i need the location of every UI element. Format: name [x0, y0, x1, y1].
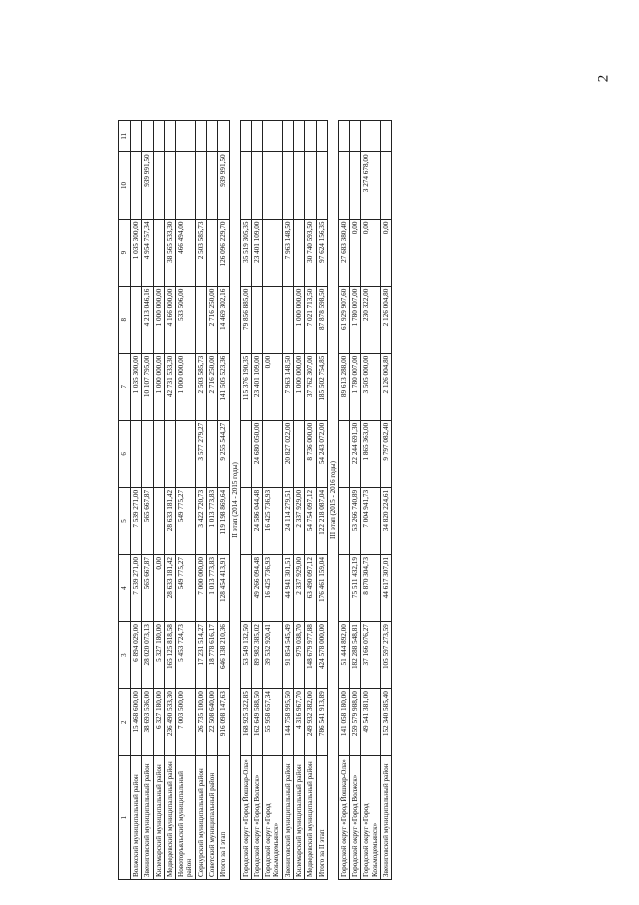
amount-cell [338, 487, 349, 554]
amount-cell: 75 511 432,19 [350, 555, 361, 622]
amount-cell: 4 166 000,00 [164, 286, 175, 353]
amount-cell [153, 219, 164, 286]
amount-cell: 24 114 279,51 [282, 487, 293, 554]
amount-cell [338, 555, 349, 622]
rotated-table-container [118, 120, 588, 880]
amount-cell: 141 058 180,00 [338, 689, 349, 756]
table-row [361, 121, 381, 880]
amount-cell: 54 754 097,12 [305, 487, 316, 554]
amount-cell: 37 762 307,00 [305, 353, 316, 420]
amount-cell [131, 286, 142, 353]
amount-cell [305, 121, 316, 152]
amount-cell [153, 487, 164, 554]
table-row [338, 121, 349, 880]
amount-cell: 23 401 109,00 [251, 353, 262, 420]
amount-cell: 148 679 977,88 [305, 622, 316, 689]
municipality-cell: Звениговский муниципальный район [282, 756, 293, 880]
table-row [293, 121, 304, 880]
amount-cell [206, 219, 217, 286]
column-number: 6 [119, 420, 131, 487]
amount-cell [251, 121, 262, 152]
amount-cell [240, 420, 251, 487]
stage-header-row [229, 121, 240, 880]
column-number: 5 [119, 487, 131, 554]
amount-cell: 939 991,50 [218, 152, 229, 219]
amount-cell: 1 000 000,00 [153, 353, 164, 420]
amount-cell: 565 667,87 [142, 555, 153, 622]
amount-cell: 3 422 720,73 [195, 487, 206, 554]
amount-cell: 49 266 094,48 [251, 555, 262, 622]
amount-cell: 0,00 [381, 219, 392, 286]
amount-cell: 1 035 300,00 [131, 353, 142, 420]
amount-cell: 38 693 536,00 [142, 689, 153, 756]
amount-cell [176, 152, 196, 219]
amount-cell: 141 505 523,36 [218, 353, 229, 420]
amount-cell: 22 508 640,00 [206, 689, 217, 756]
amount-cell [350, 152, 361, 219]
amount-cell: 2 126 004,80 [381, 286, 392, 353]
amount-cell: 1 780 007,00 [350, 353, 361, 420]
amount-cell: 18 778 616,17 [206, 622, 217, 689]
table-row [305, 121, 316, 880]
stage-header-row [327, 121, 338, 880]
amount-cell [282, 286, 293, 353]
amount-cell: 44 617 307,01 [381, 555, 392, 622]
amount-cell: 1 000 000,00 [153, 286, 164, 353]
amount-cell [195, 152, 206, 219]
amount-cell: 55 958 657,34 [263, 689, 283, 756]
amount-cell: 128 454 413,91 [218, 555, 229, 622]
amount-cell [153, 152, 164, 219]
amount-cell: 10 107 795,00 [142, 353, 153, 420]
table-row [153, 121, 164, 880]
amount-cell: 119 198 869,64 [218, 487, 229, 554]
amount-cell: 14 469 302,16 [218, 286, 229, 353]
amount-cell: 87 878 598,50 [316, 286, 327, 353]
amount-cell [195, 121, 206, 152]
amount-cell [263, 286, 283, 353]
amount-cell: 249 932 382,00 [305, 689, 316, 756]
amount-cell: 0,00 [153, 555, 164, 622]
amount-cell: 1 000 000,00 [176, 353, 196, 420]
column-number: 10 [119, 152, 131, 219]
amount-cell: 1 780 007,00 [350, 286, 361, 353]
municipality-cell: Городской округ «Город Йошкар-Ола» [338, 756, 349, 880]
amount-cell [131, 420, 142, 487]
column-number: 4 [119, 555, 131, 622]
amount-cell [263, 152, 283, 219]
amount-cell [218, 121, 229, 152]
amount-cell: 8 870 304,73 [361, 555, 381, 622]
column-number: 7 [119, 353, 131, 420]
amount-cell: 3 505 000,00 [361, 353, 381, 420]
amount-cell: 16 425 736,93 [263, 555, 283, 622]
amount-cell: 259 579 988,00 [350, 689, 361, 756]
table-row [195, 121, 206, 880]
amount-cell: 1 013 773,83 [206, 487, 217, 554]
amount-cell: 38 565 533,30 [164, 219, 175, 286]
table-row [206, 121, 217, 880]
amount-cell: 51 444 892,00 [338, 622, 349, 689]
amount-cell: 165 125 818,58 [164, 622, 175, 689]
amount-cell [142, 121, 153, 152]
page-number: 2 [595, 74, 612, 83]
amount-cell: 533 506,00 [176, 286, 196, 353]
amount-cell [316, 121, 327, 152]
column-number: 1 [119, 756, 131, 880]
amount-cell [153, 420, 164, 487]
amount-cell: 42 731 533,30 [164, 353, 175, 420]
amount-cell: 37 166 076,27 [361, 622, 381, 689]
amount-cell: 939 991,50 [142, 152, 153, 219]
column-number: 8 [119, 286, 131, 353]
amount-cell: 7 003 500,00 [176, 689, 196, 756]
amount-cell [164, 420, 175, 487]
amount-cell [282, 121, 293, 152]
table-row [176, 121, 196, 880]
municipality-cell: Итого за I этап [218, 756, 229, 880]
table-row [282, 121, 293, 880]
amount-cell: 182 288 548,81 [350, 622, 361, 689]
amount-cell: 4 316 967,70 [293, 689, 304, 756]
municipality-cell: Медведевский муниципальный район [305, 756, 316, 880]
municipality-cell: Городской округ «Город Волжск» [251, 756, 262, 880]
amount-cell: 4 213 046,16 [142, 286, 153, 353]
amount-cell: 15 468 600,00 [131, 689, 142, 756]
amount-cell: 1 035 300,00 [131, 219, 142, 286]
table-row [131, 121, 142, 880]
amount-cell [263, 219, 283, 286]
amount-cell: 176 461 159,04 [316, 555, 327, 622]
amount-cell: 2 503 585,73 [195, 353, 206, 420]
amount-cell: 1 000 000,00 [293, 286, 304, 353]
amount-cell: 53 549 132,50 [240, 622, 251, 689]
column-number: 3 [119, 622, 131, 689]
amount-cell: 2 503 585,73 [195, 219, 206, 286]
amount-cell: 549 775,27 [176, 555, 196, 622]
total-row [316, 121, 327, 880]
amount-cell [240, 152, 251, 219]
amount-cell: 0,00 [361, 219, 381, 286]
amount-cell: 9 797 082,40 [381, 420, 392, 487]
amount-cell [164, 121, 175, 152]
amount-cell: 20 827 022,00 [282, 420, 293, 487]
amount-cell: 230 322,00 [361, 286, 381, 353]
amount-cell: 26 735 100,00 [195, 689, 206, 756]
amount-cell [293, 152, 304, 219]
municipality-cell: Городской округ «Город Волжск» [350, 756, 361, 880]
amount-cell: 646 138 210,36 [218, 622, 229, 689]
amount-cell [131, 121, 142, 152]
amount-cell [305, 152, 316, 219]
amount-cell: 236 490 533,30 [164, 689, 175, 756]
amount-cell: 28 020 073,13 [142, 622, 153, 689]
amount-cell [240, 487, 251, 554]
amount-cell: 1 865 363,00 [361, 420, 381, 487]
amount-cell: 44 941 301,51 [282, 555, 293, 622]
amount-cell: 126 096 229,70 [218, 219, 229, 286]
amount-cell: 49 541 381,00 [361, 689, 381, 756]
amount-cell: 4 954 757,34 [142, 219, 153, 286]
amount-cell: 7 539 271,00 [131, 555, 142, 622]
column-number: 2 [119, 689, 131, 756]
municipality-cell: Килемарский муниципальный район [153, 756, 164, 880]
amount-cell: 91 854 545,49 [282, 622, 293, 689]
amount-cell: 63 490 097,12 [305, 555, 316, 622]
amount-cell: 61 929 907,60 [338, 286, 349, 353]
amount-cell [293, 121, 304, 152]
amount-cell: 185 502 754,85 [316, 353, 327, 420]
amount-cell: 89 982 385,02 [251, 622, 262, 689]
table-row [240, 121, 251, 880]
municipality-cell: Волжский муниципальный район [131, 756, 142, 880]
amount-cell: 916 098 147,63 [218, 689, 229, 756]
amount-cell: 7 539 271,00 [131, 487, 142, 554]
table-body [131, 121, 392, 880]
amount-cell [240, 121, 251, 152]
amount-cell: 3 274 678,00 [361, 152, 381, 219]
amount-cell: 565 667,87 [142, 487, 153, 554]
amount-cell [293, 420, 304, 487]
amount-cell: 979 038,70 [293, 622, 304, 689]
amount-cell: 7 021 713,50 [305, 286, 316, 353]
amount-cell [381, 152, 392, 219]
amount-cell: 122 218 087,04 [316, 487, 327, 554]
column-number: 11 [119, 121, 131, 152]
amount-cell: 79 856 885,00 [240, 286, 251, 353]
amount-cell: 16 425 736,93 [263, 487, 283, 554]
amount-cell: 2 337 929,00 [293, 555, 304, 622]
municipality-cell: Новоторъяльский муниципальный район [176, 756, 196, 880]
amount-cell [176, 121, 196, 152]
amount-cell: 89 613 288,00 [338, 353, 349, 420]
amount-cell: 23 401 109,00 [251, 219, 262, 286]
stage-title: II этап (2014 - 2015 годы) [229, 121, 240, 880]
amount-cell: 549 775,27 [176, 487, 196, 554]
amount-cell [361, 121, 381, 152]
amount-cell: 7 000 000,00 [195, 555, 206, 622]
amount-cell: 24 586 044,48 [251, 487, 262, 554]
amount-cell: 6 327 180,00 [153, 689, 164, 756]
amount-cell: 6 894 029,00 [131, 622, 142, 689]
municipality-cell: Килемарский муниципальный район [293, 756, 304, 880]
amount-cell: 24 680 050,00 [251, 420, 262, 487]
amount-cell: 2 716 250,00 [206, 353, 217, 420]
amount-cell: 2 337 929,00 [293, 487, 304, 554]
amount-cell [153, 121, 164, 152]
column-number: 9 [119, 219, 131, 286]
amount-cell: 28 633 181,42 [164, 487, 175, 554]
amount-cell: 786 541 913,89 [316, 689, 327, 756]
amount-cell [164, 152, 175, 219]
amount-cell: 1 000 000,00 [293, 353, 304, 420]
amount-cell [263, 420, 283, 487]
amount-cell: 27 683 380,40 [338, 219, 349, 286]
amount-cell [350, 121, 361, 152]
column-number-row [119, 121, 131, 880]
table-row [142, 121, 153, 880]
amount-cell: 105 597 273,59 [381, 622, 392, 689]
amount-cell: 7 004 941,73 [361, 487, 381, 554]
amount-cell: 0,00 [350, 219, 361, 286]
amount-cell: 97 624 156,35 [316, 219, 327, 286]
amount-cell: 54 243 072,00 [316, 420, 327, 487]
amount-cell [282, 152, 293, 219]
table-row [381, 121, 392, 880]
municipality-cell: Сернурский муниципальный район [195, 756, 206, 880]
amount-cell: 30 740 593,50 [305, 219, 316, 286]
amount-cell [176, 420, 196, 487]
amount-cell: 28 633 181,42 [164, 555, 175, 622]
amount-cell: 8 736 000,00 [305, 420, 316, 487]
amount-cell: 1 013 773,83 [206, 555, 217, 622]
municipality-cell: Итого за II этап [316, 756, 327, 880]
municipality-cell: Городской округ «Город Козьмодемьянск» [263, 756, 283, 880]
amount-cell [131, 152, 142, 219]
amount-cell: 17 231 514,27 [195, 622, 206, 689]
amount-cell: 7 963 148,50 [282, 353, 293, 420]
amount-cell: 5 453 724,73 [176, 622, 196, 689]
amount-cell: 34 820 224,61 [381, 487, 392, 554]
amount-cell [293, 219, 304, 286]
table-row [350, 121, 361, 880]
amount-cell: 144 758 995,50 [282, 689, 293, 756]
table-row [263, 121, 283, 880]
amount-cell [338, 420, 349, 487]
amount-cell: 7 963 148,50 [282, 219, 293, 286]
amount-cell [263, 121, 283, 152]
stage-title: III этап (2015 - 2016 годы) [327, 121, 338, 880]
amount-cell: 3 577 279,27 [195, 420, 206, 487]
amount-cell [142, 420, 153, 487]
municipality-cell: Советский муниципальный район [206, 756, 217, 880]
amount-cell [338, 121, 349, 152]
municipality-cell: Городской округ «Город Козьмодемьянск» [361, 756, 381, 880]
municipality-cell: Звениговский муниципальный район [142, 756, 153, 880]
amount-cell: 35 519 305,35 [240, 219, 251, 286]
resettlement-funding-table [118, 120, 392, 880]
amount-cell: 168 925 322,85 [240, 689, 251, 756]
total-row [218, 121, 229, 880]
amount-cell: 424 578 000,00 [316, 622, 327, 689]
amount-cell: 39 532 920,41 [263, 622, 283, 689]
municipality-cell: Медведевский муниципальный район [164, 756, 175, 880]
amount-cell [316, 152, 327, 219]
amount-cell: 152 340 585,40 [381, 689, 392, 756]
amount-cell: 162 649 588,50 [251, 689, 262, 756]
amount-cell: 53 266 740,89 [350, 487, 361, 554]
amount-cell: 2 716 250,00 [206, 286, 217, 353]
municipality-cell: Звениговский муниципальный район [381, 756, 392, 880]
municipality-cell: Городской округ «Город Йошкар-Ола» [240, 756, 251, 880]
amount-cell [206, 152, 217, 219]
amount-cell [240, 555, 251, 622]
amount-cell [338, 152, 349, 219]
amount-cell: 9 255 544,27 [218, 420, 229, 487]
amount-cell: 2 126 004,80 [381, 353, 392, 420]
table-row [164, 121, 175, 880]
amount-cell: 0,00 [263, 353, 283, 420]
amount-cell: 466 494,00 [176, 219, 196, 286]
amount-cell [206, 121, 217, 152]
amount-cell: 115 376 190,35 [240, 353, 251, 420]
amount-cell: 22 244 691,30 [350, 420, 361, 487]
amount-cell [206, 420, 217, 487]
amount-cell [251, 286, 262, 353]
amount-cell [195, 286, 206, 353]
amount-cell [251, 152, 262, 219]
amount-cell [381, 121, 392, 152]
table-row [251, 121, 262, 880]
amount-cell: 5 327 180,00 [153, 622, 164, 689]
